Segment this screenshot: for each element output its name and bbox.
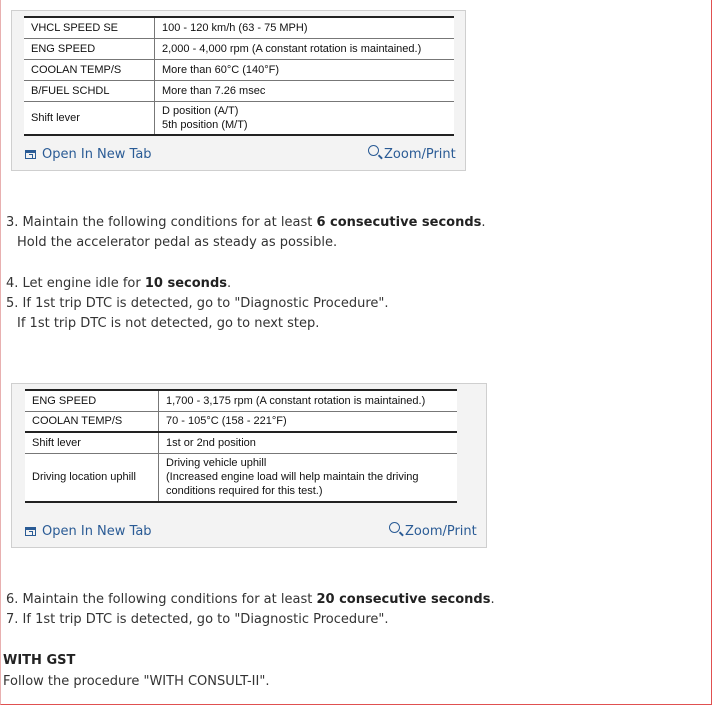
step-4-end: . (226, 276, 232, 291)
step-5: 5. If 1st trip DTC is detected, go to "Diagnostic Procedure". (6, 296, 389, 311)
zoom-icon (368, 145, 379, 156)
table-row (25, 453, 457, 502)
table-row (25, 432, 457, 453)
table-row (25, 411, 457, 432)
cell-line: D position (A/T) (162, 104, 239, 117)
conditions-table-2 (25, 389, 457, 503)
table-cell: More than 7.26 msec (155, 80, 455, 101)
open-new-tab-icon (25, 150, 36, 159)
gst-heading-text: WITH GST (3, 653, 76, 668)
table-row (24, 38, 454, 59)
gst-heading (3, 653, 75, 668)
zoom-print-link[interactable] (368, 145, 456, 162)
table-cell: B/FUEL SCHDL (24, 80, 155, 101)
table-cell: VHCL SPEED SE (24, 17, 155, 38)
step-7: 7. If 1st trip DTC is detected, go to "Diagnostic Procedure". (6, 612, 389, 627)
step-3-text: 3. Maintain the following conditions for at least (6, 215, 317, 230)
step-6-end: . (490, 592, 495, 607)
table-cell: COOLAN TEMP/S (24, 59, 155, 80)
table-row (24, 101, 454, 135)
step-3 (6, 215, 486, 230)
step-6 (6, 592, 495, 607)
open-in-new-tab-label: Open In New Tab (42, 524, 152, 539)
table-cell: 1st or 2nd position (159, 432, 458, 453)
step-3-sub: Hold the accelerator pedal as steady as possible. (17, 235, 338, 250)
open-new-tab-icon (25, 527, 36, 536)
step-6-text: 6. Maintain the following conditions for at least (6, 592, 317, 607)
cell-line: 5th position (M/T) (162, 118, 248, 131)
cell-line: (Increased engine load will help maintain the driving (166, 471, 419, 484)
step-3-emphasis: 6 consecutive seconds (316, 215, 482, 230)
table-cell: 100 - 120 km/h (63 - 75 MPH) (155, 17, 455, 38)
table-cell (159, 453, 458, 502)
table-panel-2 (11, 383, 487, 548)
step-3-end: . (481, 215, 486, 230)
table-cell: Driving location uphill (25, 453, 159, 502)
step-5-sub: If 1st trip DTC is not detected, go to next step. (17, 316, 320, 331)
table-row (25, 390, 457, 411)
table-cell: ENG SPEED (25, 390, 159, 411)
table-row (24, 17, 454, 38)
table-cell: More than 60°C (140°F) (155, 59, 455, 80)
step-4-emphasis: 10 seconds (144, 276, 227, 291)
open-in-new-tab-label: Open In New Tab (42, 147, 152, 162)
table-cell: 1,700 - 3,175 rpm (A constant rotation is maintained.) (159, 390, 458, 411)
table-row (24, 59, 454, 80)
table-cell: Shift lever (24, 101, 155, 135)
table-panel-1 (11, 10, 466, 171)
table-cell: Shift lever (25, 432, 159, 453)
table-cell: ENG SPEED (24, 38, 155, 59)
zoom-print-label: Zoom/Print (405, 524, 477, 539)
table-cell (155, 101, 455, 135)
table-row (24, 80, 454, 101)
table-cell: 70 - 105°C (158 - 221°F) (159, 411, 458, 432)
table-cell: 2,000 - 4,000 rpm (A constant rotation is maintained.) (155, 38, 455, 59)
cell-line: conditions required for this test.) (166, 485, 323, 498)
table-cell: COOLAN TEMP/S (25, 411, 159, 432)
zoom-icon (389, 522, 400, 533)
open-in-new-tab-link[interactable] (25, 147, 152, 162)
zoom-print-label: Zoom/Print (384, 147, 456, 162)
step-4-text: 4. Let engine idle for (6, 276, 145, 291)
cell-line: Driving vehicle uphill (166, 457, 267, 470)
gst-text: Follow the procedure "WITH CONSULT-II". (3, 674, 270, 689)
step-4 (6, 276, 231, 291)
conditions-table-1 (24, 16, 454, 136)
step-6-emphasis: 20 consecutive seconds (316, 592, 491, 607)
open-in-new-tab-link[interactable] (25, 524, 152, 539)
zoom-print-link[interactable] (389, 522, 477, 539)
